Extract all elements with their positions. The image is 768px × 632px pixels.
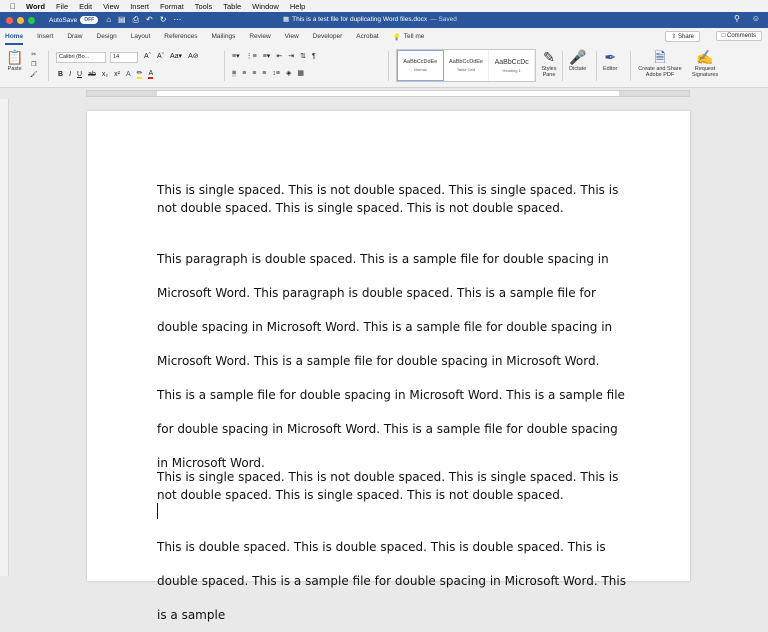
clear-formatting-icon[interactable]: A⊘: [188, 53, 199, 60]
dictate-label: Dictate: [569, 66, 587, 72]
style-normal-sample: AaBbCcDdEe: [403, 59, 438, 65]
tell-me-search[interactable]: [393, 33, 425, 41]
font-style-controls: [58, 69, 153, 79]
text-cursor: [157, 503, 158, 519]
tab-acrobat[interactable]: Acrobat: [356, 33, 379, 40]
create-share-pdf-button[interactable]: [634, 48, 686, 78]
menu-insert[interactable]: Insert: [124, 1, 143, 11]
menu-tools[interactable]: Tools: [188, 1, 207, 11]
menu-view[interactable]: View: [97, 1, 114, 11]
subscript-icon[interactable]: x₂: [101, 70, 109, 78]
copy-icon[interactable]: ❐: [31, 62, 37, 68]
autosave-toggle[interactable]: OFF: [80, 16, 98, 24]
multilevel-list-icon[interactable]: ≡▾: [262, 53, 271, 60]
tab-developer[interactable]: Developer: [312, 33, 343, 40]
ribbon-separator: [224, 51, 225, 81]
increase-indent-icon[interactable]: ⇥: [288, 53, 295, 60]
share-button[interactable]: [665, 31, 700, 42]
customize-toolbar-icon[interactable]: ⋯: [173, 15, 182, 24]
menu-file[interactable]: File: [50, 1, 63, 11]
italic-icon[interactable]: I: [69, 70, 72, 78]
ribbon-tabs: [0, 28, 768, 45]
superscript-icon[interactable]: x²: [114, 70, 120, 78]
style-table-grid-sample: AaBbCcDdEe: [449, 59, 483, 65]
menu-app-word[interactable]: Word: [20, 1, 40, 11]
menu-edit[interactable]: Edit: [73, 1, 87, 11]
paragraph-single-1[interactable]: This is single spaced. This is not double spaced. This is single spaced. This is not double spaced. This is single spaced. This is not double spaced.: [157, 183, 619, 215]
ribbon-separator: [388, 51, 389, 81]
editor-button[interactable]: [603, 48, 617, 72]
apple-icon[interactable]: [10, 2, 16, 11]
align-right-icon[interactable]: ≡: [252, 69, 257, 77]
cut-icon[interactable]: ✂: [31, 52, 37, 58]
tab-review[interactable]: Review: [249, 33, 271, 40]
tab-view[interactable]: View: [284, 33, 299, 40]
create-share-pdf-label: Create and Share Adobe PDF: [638, 66, 682, 78]
styles-pane-button[interactable]: [540, 48, 558, 78]
style-heading-1[interactable]: [489, 50, 535, 81]
home-icon[interactable]: ⌂: [106, 15, 112, 24]
decrease-indent-icon[interactable]: ⇤: [276, 53, 283, 60]
strikethrough-icon[interactable]: ab: [88, 70, 96, 78]
redo-icon[interactable]: ↻: [159, 15, 167, 24]
ribbon-separator: [562, 51, 563, 81]
paragraph-double-1[interactable]: This paragraph is double spaced. This is a sample file for double spacing in Microsoft Word. This paragraph is double spaced. This is a sample file for double spacing in Microsoft Word. This is a sample file for double spacing in Microsoft Word. This is a sample file for double spacing in Microsoft Word. This is a sample file for double spacing in Microsoft Word. This is a sample file for double spacing in Microsoft Word. This is a sample file for double spacing in Microsoft Word.: [157, 252, 625, 470]
align-center-icon[interactable]: ≡: [242, 69, 247, 77]
styles-gallery: [396, 49, 536, 82]
comments-label: Comments: [726, 33, 756, 39]
pdf-icon: 🗎: [654, 49, 666, 65]
document-page[interactable]: [87, 111, 690, 622]
paragraph-double-2[interactable]: This is double spaced. This is double spaced. This is double spaced. This is double spaced. This is a sample file for double spacing in Microsoft Word. This is a sample: [157, 540, 626, 622]
style-table-grid-name: Table Grid: [456, 67, 476, 72]
request-signatures-label: Request Signatures: [691, 66, 719, 78]
close-window-button[interactable]: [6, 17, 13, 24]
shrink-font-icon[interactable]: Aˇ: [157, 52, 164, 60]
autosave-label: AutoSave: [49, 16, 78, 24]
font-color-icon[interactable]: A: [148, 69, 154, 77]
font-name-select[interactable]: Calibri (Bo...: [56, 52, 106, 63]
shading-icon[interactable]: ◈: [285, 70, 292, 77]
line-spacing-icon[interactable]: ↕≡: [272, 69, 280, 77]
comment-icon: □: [721, 33, 726, 39]
menu-help[interactable]: Help: [283, 1, 300, 11]
show-formatting-icon[interactable]: ¶: [311, 52, 316, 60]
tell-me-label: Tell me: [403, 33, 425, 40]
tab-references[interactable]: References: [164, 33, 198, 40]
document-title: [283, 15, 457, 23]
minimize-window-button[interactable]: [17, 17, 24, 24]
list-controls: [232, 52, 316, 60]
sort-icon[interactable]: ⇅: [300, 53, 306, 60]
tab-mailings[interactable]: Mailings: [211, 33, 236, 40]
font-size-controls: [144, 52, 199, 60]
ribbon-separator: [596, 51, 597, 81]
style-normal-name: Normal: [413, 67, 427, 72]
styles-pane-label: Styles Pane: [541, 66, 557, 78]
print-icon[interactable]: ⎙: [132, 15, 139, 24]
highlight-icon[interactable]: ✏: [136, 70, 143, 77]
window-titlebar: [0, 12, 768, 28]
editor-pen-icon: ✒: [604, 49, 617, 65]
clipboard-icon: 📋: [6, 49, 24, 65]
styles-pane-icon: ✎: [543, 49, 555, 65]
change-case-icon[interactable]: Aa▾: [170, 53, 183, 60]
titlebar-right-controls: [734, 14, 760, 23]
share-icon: ⇧: [671, 34, 677, 40]
document-title-text: This is a test file for duplicating Word files.docx: [292, 15, 428, 23]
menu-format[interactable]: Format: [153, 1, 178, 11]
paste-label: Paste: [7, 66, 22, 72]
tab-insert[interactable]: Insert: [37, 33, 54, 40]
quick-access-toolbar: [106, 15, 181, 25]
editor-label: Editor: [603, 66, 618, 72]
numbering-icon[interactable]: ⋮≡: [245, 53, 257, 60]
font-size-select[interactable]: 14: [110, 52, 138, 63]
microphone-icon: 🎤: [569, 49, 587, 65]
share-label: Share: [677, 34, 694, 40]
save-icon[interactable]: ▤: [118, 15, 126, 24]
ribbon-separator: [48, 51, 49, 81]
tab-draw[interactable]: Draw: [67, 33, 83, 40]
bullets-icon[interactable]: ≡▾: [232, 53, 240, 60]
tab-design[interactable]: Design: [96, 33, 117, 40]
window-controls: [6, 17, 35, 24]
borders-icon[interactable]: ▦: [297, 70, 304, 77]
paragraph-single-2[interactable]: This is single spaced. This is not double spaced. This is single spaced. This is not double spaced. This is single spaced. This is not double spaced.: [157, 470, 619, 502]
align-left-icon[interactable]: ≡: [232, 69, 237, 77]
paste-button[interactable]: [6, 48, 23, 72]
signature-icon: ✍: [696, 49, 714, 65]
lightbulb-icon: 💡: [392, 33, 401, 41]
undo-icon[interactable]: ↶: [146, 15, 153, 24]
document-icon: ▦: [283, 16, 290, 23]
style-heading-1-sample: AaBbCcDc: [494, 58, 529, 66]
ruler-right-margin: [619, 91, 689, 96]
clipboard-small-buttons: [30, 51, 38, 78]
grow-font-icon[interactable]: Aˆ: [144, 52, 151, 60]
style-table-grid[interactable]: [444, 50, 490, 81]
justify-icon[interactable]: ≡: [262, 69, 267, 77]
ruler-left-margin: [87, 91, 157, 96]
search-icon[interactable]: ⚲: [733, 14, 740, 23]
menu-table[interactable]: Table: [217, 1, 236, 11]
dictate-button[interactable]: [569, 48, 586, 72]
ruler-track[interactable]: [86, 90, 690, 97]
style-normal[interactable]: [397, 50, 444, 81]
ribbon-home: [0, 45, 768, 88]
tab-home[interactable]: Home: [5, 33, 24, 40]
format-painter-icon[interactable]: 🖌: [30, 72, 38, 78]
macos-menubar: [0, 0, 768, 12]
vertical-ruler: [0, 99, 9, 576]
text-effects-icon[interactable]: A: [125, 70, 131, 78]
tab-layout[interactable]: Layout: [130, 33, 151, 40]
request-signatures-button[interactable]: [687, 48, 723, 78]
account-icon[interactable]: ☺: [751, 14, 760, 23]
autosave-control[interactable]: [49, 16, 98, 24]
horizontal-ruler: [0, 88, 768, 99]
underline-icon[interactable]: U: [77, 70, 83, 78]
style-heading-1-name: Heading 1: [502, 67, 521, 73]
ribbon-separator: [630, 51, 631, 81]
menu-window[interactable]: Window: [246, 1, 273, 11]
saved-status: — Saved: [430, 15, 457, 23]
comments-button[interactable]: [716, 31, 762, 41]
zoom-window-button[interactable]: [28, 17, 35, 24]
bold-icon[interactable]: B: [58, 70, 64, 78]
alignment-controls: [232, 69, 304, 77]
